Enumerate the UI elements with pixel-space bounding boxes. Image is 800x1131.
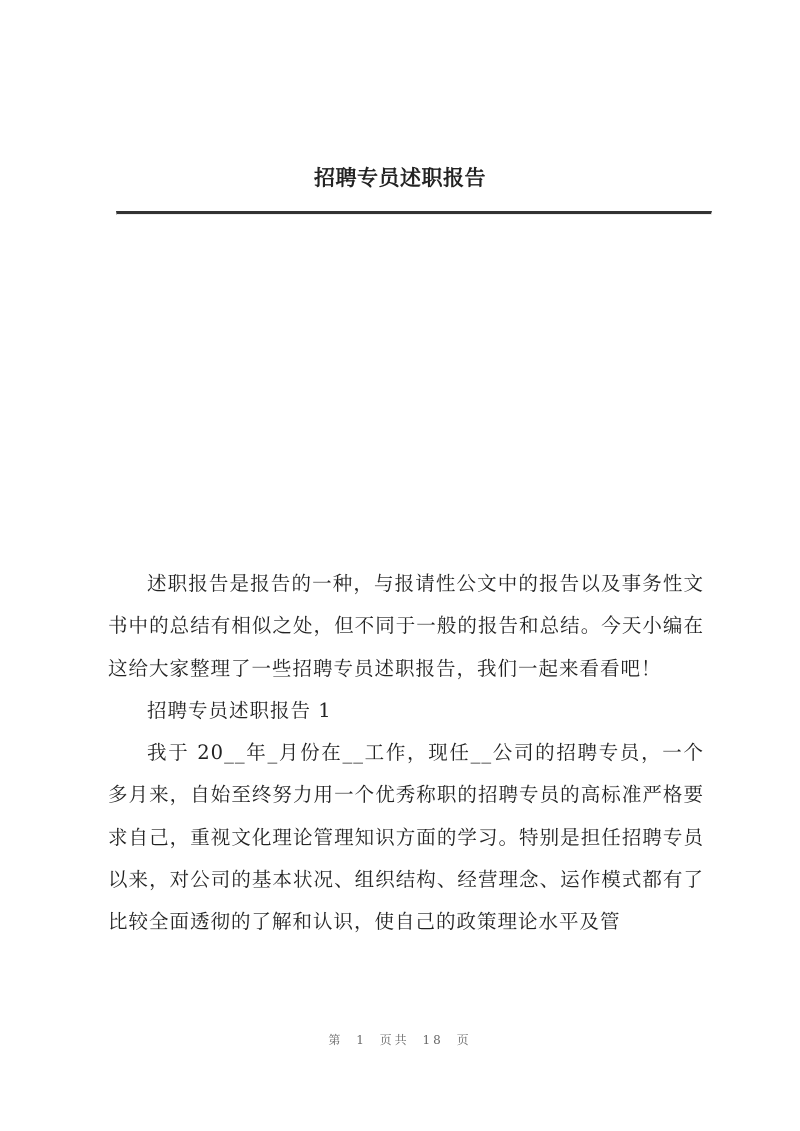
page-footer: 第 1 页共 18 页 bbox=[328, 1033, 472, 1047]
intro-paragraph: 述职报告是报告的一种，与报请性公文中的报告以及事务性文书中的总结有相似之处，但不同于一般的报告和总结。今天小编在这给大家整理了一些招聘专员述职报告，我们一起来看看吧！ bbox=[108, 572, 704, 680]
document-body bbox=[108, 563, 704, 944]
section-heading: 招聘专员述职报告 1 bbox=[147, 698, 332, 722]
title-divider bbox=[116, 211, 712, 215]
body-paragraph: 我于 20__年_月份在__工作，现任__公司的招聘专员，一个多月来，自始至终努力用一个优秀称职的招聘专员的高标准严格要求自己，重视文化理论管理知识方面的学习。特别是担任招聘专员以来，对公司的基本状况、组织结构、经营理念、运作模式都有了比较全面透彻的了解和认识，使自己的政策理论水平及管 bbox=[108, 741, 704, 934]
document-title: 招聘专员述职报告 bbox=[314, 165, 486, 190]
